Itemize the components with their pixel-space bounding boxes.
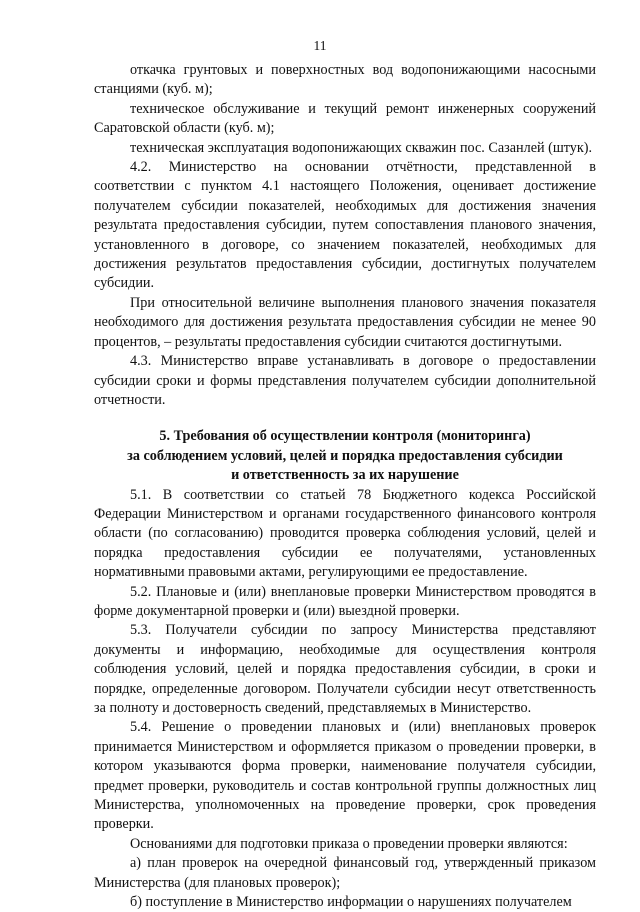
section-heading-line: и ответственность за их нарушение: [231, 467, 459, 484]
paragraph: техническая эксплуатация водопонижающих скважин пос. Сазанлей (штук).: [130, 139, 593, 156]
paragraph: техническое обслуживание и текущий ремонт инженерных сооружений Саратовской области (куб. м);: [94, 100, 596, 137]
list-item-b: б) поступление в Министерство информации о нарушениях получателем: [130, 894, 572, 911]
paragraph-5-2: 5.2. Плановые и (или) внеплановые проверки Министерством проводятся в форме документарной проверки и (или) выездной проверки.: [94, 583, 596, 619]
paragraph-5-4: 5.4. Решение о проведении плановых и (или) внеплановых проверок принимается Министерством и оформляется приказом о проведении проверки, в котором указываются форма проверки, наименование получателя субсидии, предмет проверки, руководитель и состав контрольной группы должностных лиц Министерства, уполномоченных на проведение проверки, срок проведения проверки.: [94, 719, 596, 833]
document-body: [94, 61, 596, 912]
paragraph-5-3: 5.3. Получатели субсидии по запросу Министерства представляют документы и информацию, необходимые для осуществления контроля соблюдения условий, целей и порядка предоставления субсидии, в сроки и порядке, определенные договором. Получатели субсидии несут ответственность за полноту и достоверность сведений, представляемых в Министерство.: [94, 622, 596, 716]
paragraph: Основаниями для подготовки приказа о проведении проверки являются:: [130, 835, 568, 852]
paragraph-4-2: 4.2. Министерство на основании отчётности, представленной в соответствии с пунктом 4.1 настоящего Положения, оценивает достижение получателем субсидии показателей, необходимых для достижения значения результата предоставления субсидии, путем сопоставления планового значения, установленного в договоре, со значением показателей, необходимых для достижения результатов предоставления субсидии, достигнутых получателем субсидии.: [94, 159, 596, 292]
paragraph-5-1: 5.1. В соответствии со статьей 78 Бюджетного кодекса Российской Федерации Министерством и органами государственного финансового контроля области (по согласованию) проводится проверка соблюдения условий, целей и порядка предоставления субсидии ее получателями, установленных нормативными правовыми актами, регулирующими ее предоставление.: [94, 486, 596, 581]
paragraph: откачка грунтовых и поверхностных вод водопонижающими насосными станциями (куб. м);: [94, 62, 596, 98]
paragraph: При относительной величине выполнения планового значения показателя необходимого для достижения результата предоставления субсидии не менее 90 процентов, – результаты предоставления субсидии считаются достигнутыми.: [94, 294, 596, 350]
paragraph-4-3: 4.3. Министерство вправе устанавливать в договоре о предоставлении субсидии сроки и формы представления получателем субсидии дополнительной отчетности.: [94, 353, 596, 408]
list-item-a: а) план проверок на очередной финансовый год, утвержденный приказом Министерства (для плановых проверок);: [94, 855, 596, 891]
section-5-heading: [94, 427, 596, 485]
section-heading-line: 5. Требования об осуществлении контроля (мониторинга): [159, 428, 531, 445]
page-number: 11: [313, 38, 327, 53]
section-heading-line: за соблюдением условий, целей и порядка предоставления субсидии: [127, 447, 563, 464]
